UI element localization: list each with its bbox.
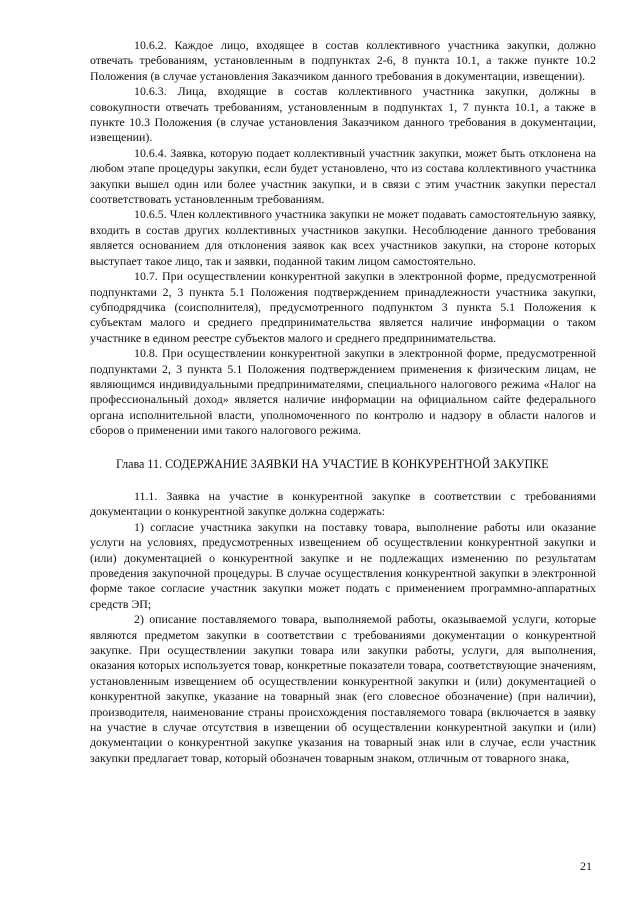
paragraph-10-8: 10.8. При осуществлении конкурентной закупки в электронной форме, предусмотренной подпунктами 2, 3 пункта 5.1 Положения подтверждением применения к физическим лицам, не являющимся индивидуальными предпринимателями, специального налогового режима «Налог на профессиональный доход» является наличие информации на официальном сайте федерального органа исполнительной власти, уполномоченного по контролю и надзору в области налогов и сборов о применении ими такого налогового режима. [90, 346, 596, 438]
document-body [90, 38, 596, 766]
paragraph-10-6-3: 10.6.3. Лица, входящие в состав коллективного участника закупки, должны в совокупности отвечать требованиям, установленным в подпунктах 1, 7 пункта 10.1, а также в пункте 10.3 Положения (в случае установления Заказчиком данного требования в документации, извещении). [90, 84, 596, 145]
paragraph-10-6-2: 10.6.2. Каждое лицо, входящее в состав коллективного участника закупки, должно отвечать требованиям, установленным в подпунктах 2-6, 8 пункта 10.1, а также пункте 10.2 Положения (в случае установления Заказчиком данного требования в документации, извещении). [90, 38, 596, 83]
paragraph-10-6-5: 10.6.5. Член коллективного участника закупки не может подавать самостоятельную заявку, входить в состав других коллективных участников закупки. Несоблюдение данного требования является основанием для отклонения заявок как всех участников закупки, на стороне которых выступает такое лицо, так и заявки, поданной таким лицом самостоятельно. [90, 207, 596, 268]
paragraph-10-6-4: 10.6.4. Заявка, которую подает коллективный участник закупки, может быть отклонена на любом этапе процедуры закупки, если будет установлено, что из состава коллективного участника закупки вышел один или более участник закупки, и в связи с этим участник закупки перестал соответствовать установленным требованиям. [90, 145, 596, 207]
paragraph-10-7: 10.7. При осуществлении конкурентной закупки в электронной форме, предусмотренной подпунктами 2, 3 пункта 5.1 Положения подтверждением принадлежности участника закупки, субподрядчика (соисполнителя), предусмотренного подпунктом 3 пункта 5.1 Положения к субъектам малого и среднего предпринимательства является наличие информации о таком участнике в едином реестре субъектов малого и среднего предпринимательства. [90, 269, 596, 345]
chapter-heading: Глава 11. СОДЕРЖАНИЕ ЗАЯВКИ НА УЧАСТИЕ В КОНКУРЕНТНОЙ ЗАКУПКЕ [116, 456, 549, 471]
list-item-2: 2) описание поставляемого товара, выполняемой работы, оказываемой услуги, которые являются предметом закупки в соответствии с требованиями документации о конкурентной закупке. При осуществлении закупки товара или закупки работы, услуги, для выполнения, оказания которых используется товар, конкретные показатели товара, соответствующие значениям, установленным извещением об осуществлении конкурентной закупки и (или) документацией о конкурентной закупке, указание на товарный знак (его словесное обозначение) (при наличии), производителя, наименование страны происхождения поставляемого товара (включается в заявку на участие в случае отсутствия в извещении об осуществлении конкурентной закупки и (или) документации о конкурентной закупке указания на товарный знак или в случае, если участник закупки предлагает товар, который обозначен товарным знаком, отличным от товарного знака, [90, 612, 596, 765]
list-item-1: 1) согласие участника закупки на поставку товара, выполнение работы или оказание услуги на условиях, предусмотренных извещением об осуществлении конкурентной закупки и (или) документацией о конкурентной закупке и не подлежащих изменению по результатам проведения закупочной процедуры. В случае осуществления конкурентной закупки в электронной форме такое согласие участник закупки может подать с применением программно-аппаратных средств ЭП; [90, 519, 596, 611]
page-number: 21 [580, 859, 592, 873]
paragraph-11-1: 11.1. Заявка на участие в конкурентной закупке в соответствии с требованиями документации о конкурентной закупке должна содержать: [90, 488, 596, 519]
